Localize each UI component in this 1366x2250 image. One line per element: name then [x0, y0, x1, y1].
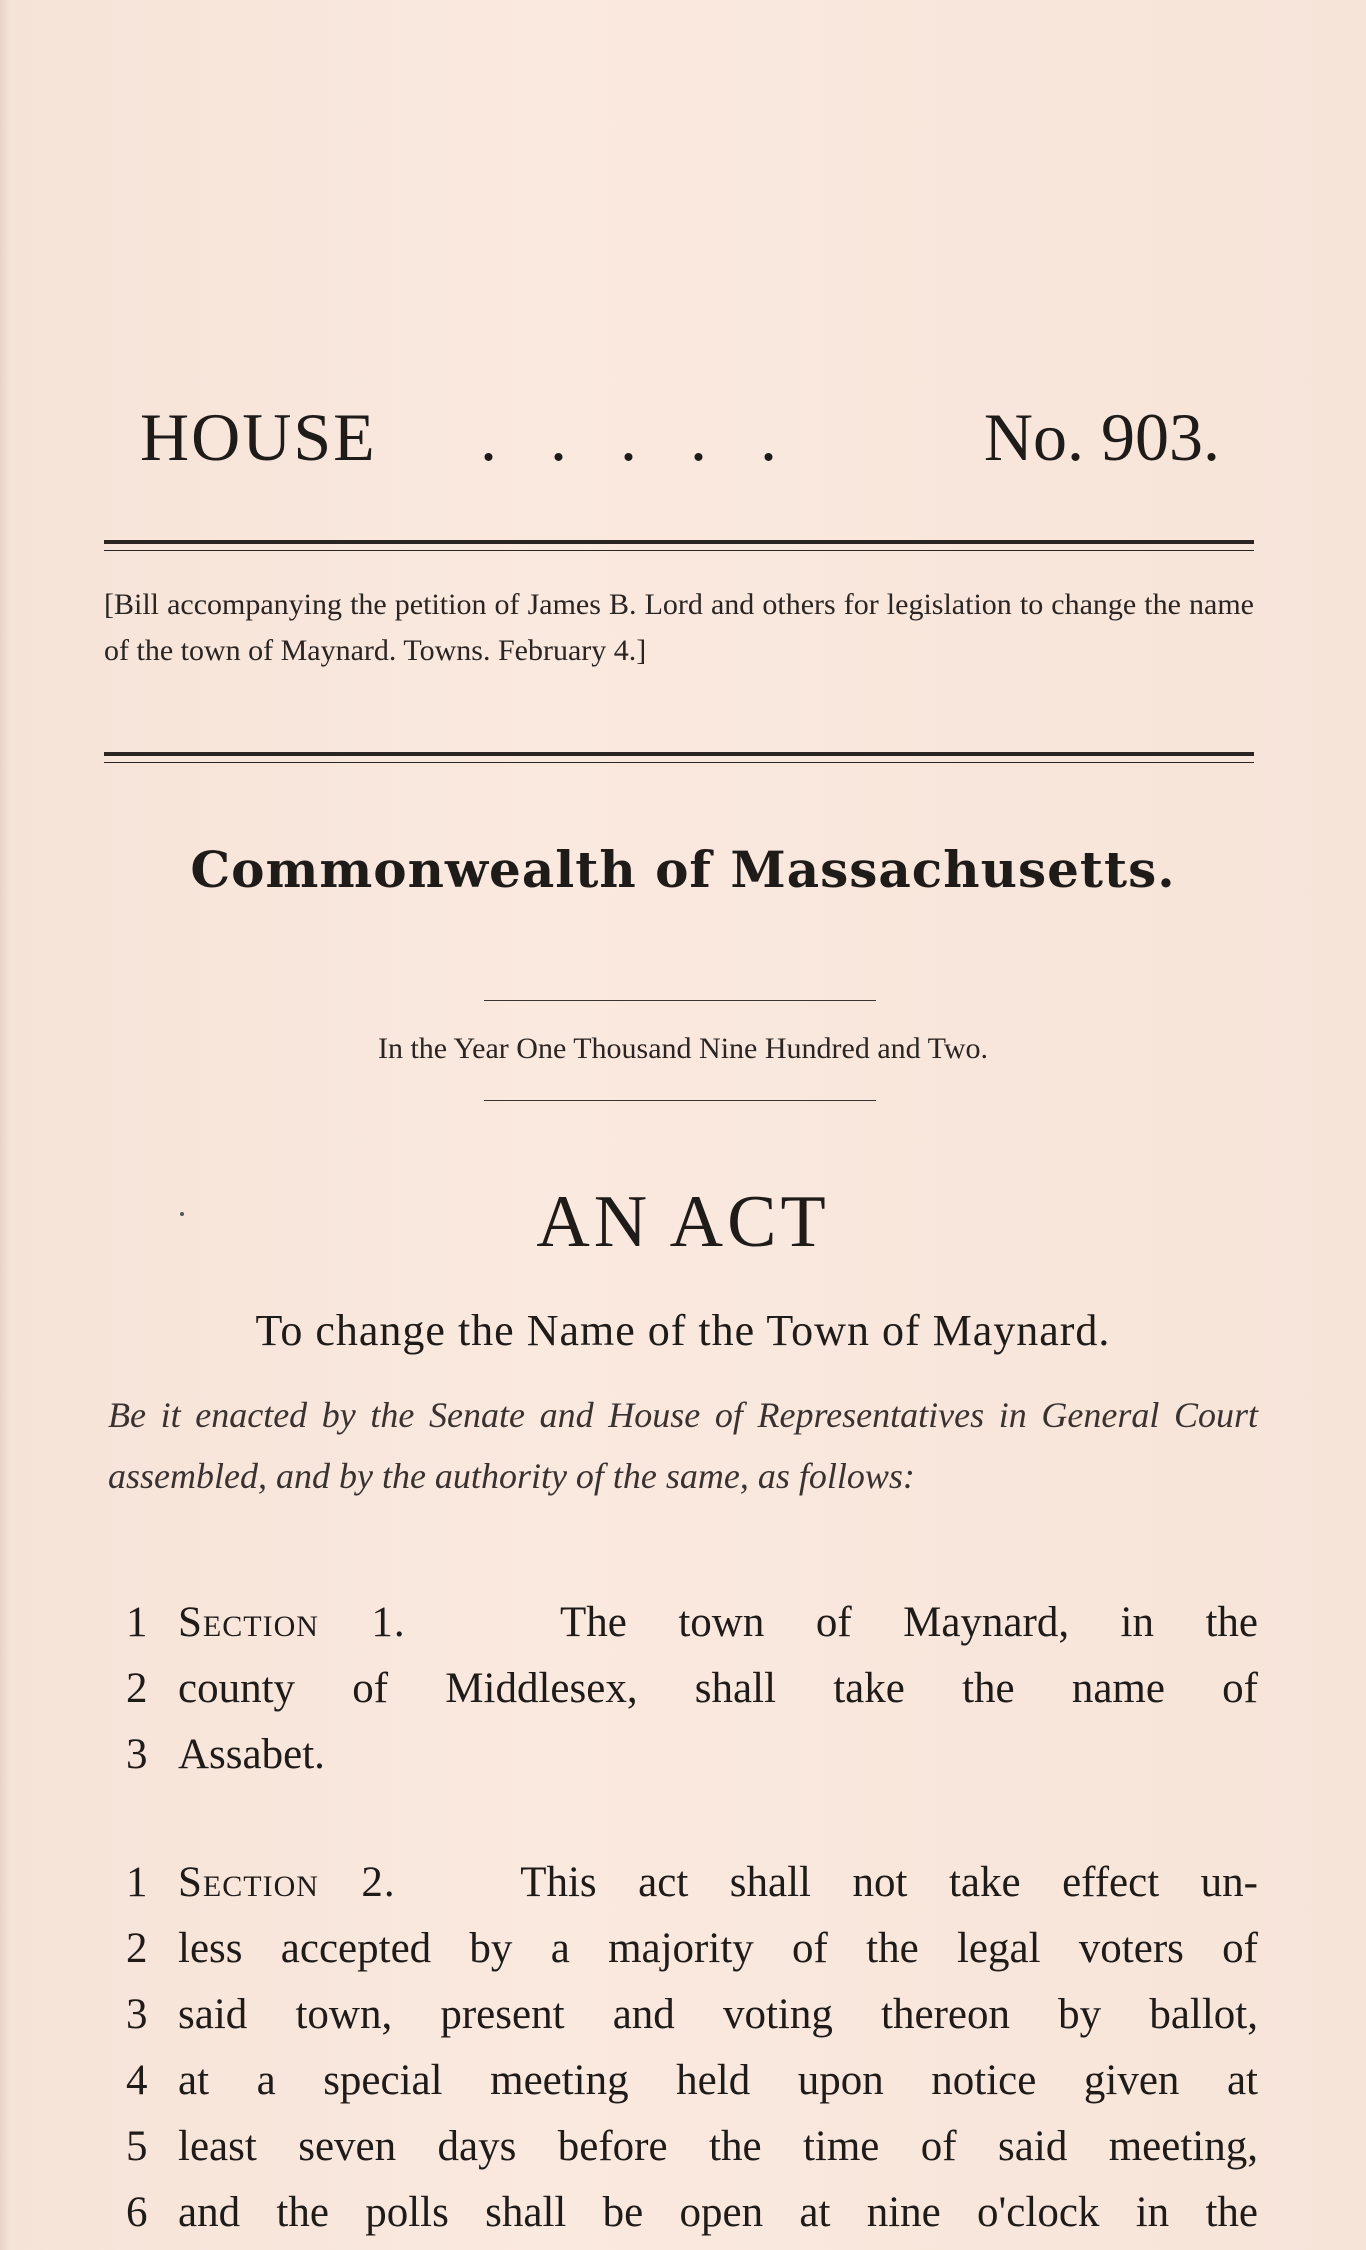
- section-line: [126, 2048, 1258, 2114]
- act-subtitle: To change the Name of the Town of Maynard.: [255, 1306, 1111, 1355]
- section-1: [126, 1590, 1258, 1788]
- double-rule-top: [104, 540, 1254, 544]
- line-text: and the polls shall be open at nine o'clock in the: [178, 2189, 1258, 2236]
- double-rule-bottom: [104, 752, 1254, 756]
- line-content: The town of Maynard, in the: [560, 1599, 1258, 1646]
- line-number: 3: [126, 1991, 148, 2038]
- line-number: 5: [126, 2123, 148, 2170]
- section-line: [126, 1850, 1258, 1916]
- line-number: 3: [126, 1731, 148, 1778]
- section-2: [126, 1850, 1258, 2246]
- section-heading: Section 1.: [178, 1599, 406, 1646]
- enacting-clause: Be it enacted by the Senate and House of Representatives in General Court assembled, and by the authority of the same, as follows:: [108, 1395, 1258, 1496]
- bill-number: No. 903.: [983, 399, 1220, 475]
- section-line: [126, 1656, 1258, 1722]
- section-line: [126, 1590, 1258, 1656]
- short-rule-lower: [484, 1100, 876, 1101]
- line-text: said town, present and voting thereon by ballot,: [178, 1991, 1258, 2038]
- leader-dots: . . . . .: [480, 399, 795, 475]
- line-number: 2: [126, 1665, 148, 1712]
- chamber-label: HOUSE: [140, 399, 377, 475]
- line-number: 6: [126, 2189, 148, 2236]
- section-heading: Section 2.: [178, 1859, 396, 1906]
- short-rule-upper: [484, 1000, 876, 1001]
- line-text: county of Middlesex, shall take the name of: [178, 1665, 1258, 1712]
- line-text: at a special meeting held upon notice given at: [178, 2057, 1258, 2104]
- commonwealth-heading: Commonwealth of Massachusetts.: [190, 840, 1176, 899]
- line-text: [178, 1590, 1258, 1656]
- year-line: In the Year One Thousand Nine Hundred and Two.: [377, 1032, 989, 1065]
- section-line: [126, 1916, 1258, 1982]
- line-text: [178, 1850, 1258, 1916]
- accompanying-note: [Bill accompanying the petition of James B. Lord and others for legislation to change the name of the town of Maynard. Towns. February 4.]: [104, 588, 1254, 667]
- section-line: [126, 2180, 1258, 2246]
- act-title: AN ACT: [536, 1181, 830, 1263]
- section-line: [126, 1982, 1258, 2048]
- line-number: 1: [126, 1599, 148, 1646]
- line-text: Assabet.: [178, 1731, 325, 1778]
- section-line: [126, 2114, 1258, 2180]
- line-number: 2: [126, 1925, 148, 1972]
- page-edge-shadow: [0, 0, 10, 2250]
- section-line: [126, 1722, 1258, 1788]
- line-text: least seven days before the time of said meeting,: [178, 2123, 1258, 2170]
- line-number: 1: [126, 1859, 148, 1906]
- line-number: 4: [126, 2057, 148, 2104]
- line-text: less accepted by a majority of the legal voters of: [178, 1925, 1258, 1972]
- bill-header: [140, 398, 1220, 478]
- line-content: This act shall not take effect un-: [520, 1859, 1258, 1906]
